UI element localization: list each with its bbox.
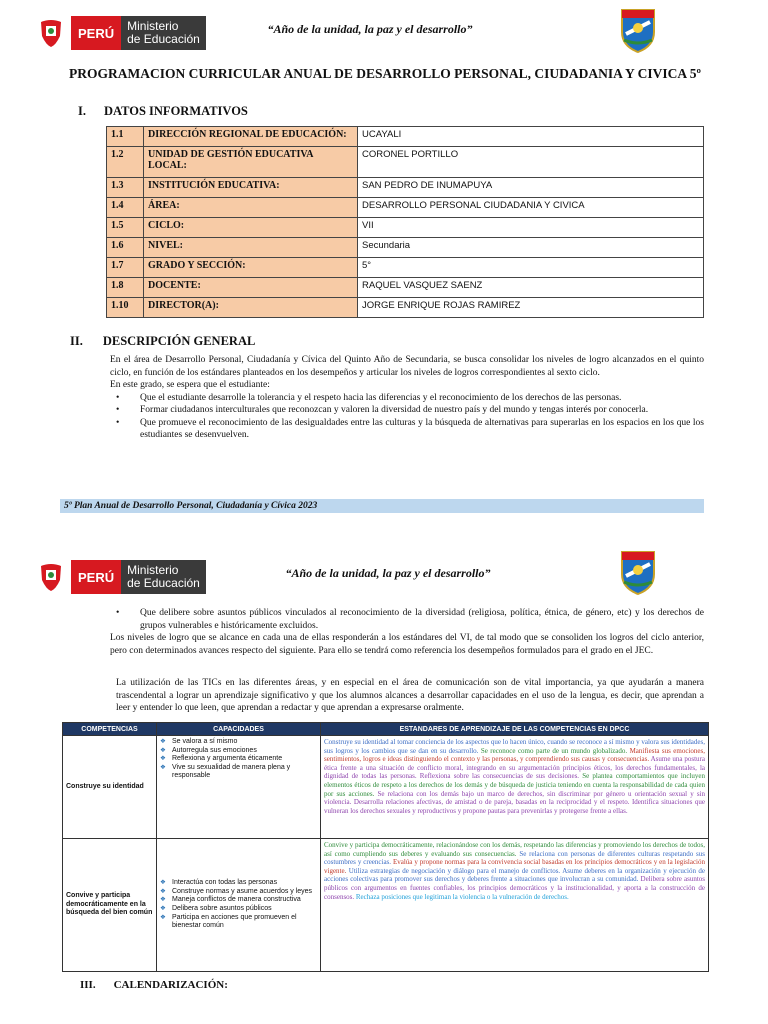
info-row (107, 178, 704, 198)
capacities-cell (157, 736, 321, 839)
column-header: ESTANDARES DE APRENDIZAJE DE LAS COMPETENCIAS EN DPCC (321, 723, 709, 736)
diamond-bullet-icon: ❖ (160, 905, 166, 912)
info-row (107, 147, 704, 178)
info-number: 1.7 (107, 258, 144, 278)
diamond-bullet-icon: ❖ (160, 755, 166, 763)
standard-segment: Se relaciona con personas de diferentes culturas respetando sus costumbres y creencias. (324, 849, 705, 867)
info-label: INSTITUCIÓN EDUCATIVA: (144, 178, 358, 198)
ministry-label: Ministerio de Educación (121, 560, 206, 594)
info-value: RAQUEL VASQUEZ SAENZ (358, 278, 704, 298)
list-item: • Formar ciudadanos interculturales que reconozcan y valoren la diversidad de nuestro país y del mundo y tengas interés por conocerla. (116, 405, 649, 415)
competency-name: Convive y participa democráticamente en la búsqueda del bien común (63, 839, 157, 972)
column-header: COMPETENCIAS (63, 723, 157, 736)
competency-row (63, 839, 709, 972)
info-row (107, 298, 704, 318)
standard-segment: Se relaciona con los demás bajo un marco de derechos, sin discriminar por género u orientación sexual y sin violencia. Desarrolla relaciones afectivas, de amistad o de pareja, basadas en la reciprocidad y el respeto. Identifica situaciones que vulneran los derechos sexuales y reproductivos y propone pautas para prevenirlas y protegerse frente a ellas. (324, 789, 705, 815)
capacity-item: ❖ Delibera sobre asuntos públicos (160, 905, 272, 912)
list-item: • Que el estudiante desarrolle la tolerancia y el respeto hacia las diferencias y el reconocimiento de los derechos de las personas. (116, 392, 622, 403)
year-motto: “Año de la unidad, la paz y el desarrollo” (267, 22, 473, 36)
school-crest-icon (618, 6, 658, 59)
intro-paragraph: En el área de Desarrollo Personal, Ciudadanía y Cívica del Quinto Año de Secundaria, se busca consolidar los niveles de logro alcanzados en el quinto ciclo, en función de los estándares planteados en los desempeños y articular los niveles de logros correspondientes al sexto ciclo. (110, 355, 704, 378)
plan-banner: 5º Plan Anual de Desarrollo Personal, Ciudadanía y Cívica 2023 (60, 499, 704, 513)
diamond-bullet-icon: ❖ (160, 738, 166, 745)
info-label: DIRECTOR(A): (144, 298, 358, 318)
capacity-item: ❖ Interactúa con todas las personas (160, 879, 278, 887)
diamond-bullet-icon: ❖ (160, 896, 166, 904)
info-label: UNIDAD DE GESTIÓN EDUCATIVA LOCAL: (144, 147, 358, 178)
document-title: PROGRAMACION CURRICULAR ANUAL DE DESARROLLO PERSONAL, CIUDADANIA Y CIVICA 5º (68, 66, 701, 81)
info-label: DIRECCIÓN REGIONAL DE EDUCACIÓN: (144, 127, 358, 147)
coat-of-arms-icon (37, 560, 65, 594)
diamond-bullet-icon: ❖ (160, 887, 166, 895)
info-value: JORGE ENRIQUE ROJAS RAMIREZ (358, 298, 704, 318)
info-number: 1.3 (107, 178, 144, 198)
standard-segment: Utiliza estrategias de negociación y diálogo para el manejo de conflictos. Asume deberes en la organización y ejecución de acciones colectivas para promover sus derechos y deberes frente a situaciones que involucran a su comunidad. (324, 866, 705, 884)
standard-segment: Evalúa y propone normas para la convivencia social basadas en los principios democráticos y en la legislación vigente. (324, 858, 705, 875)
list-item: • Que promueve el reconocimiento de las desigualdades entre las culturas y la búsqueda de alternativas para superarlas en los espacios en los que los estudiantes se desenvuelven. (116, 417, 704, 440)
competencies-table (62, 722, 709, 972)
capacity-item: ❖ Reflexiona y argumenta éticamente (160, 755, 283, 763)
info-row (107, 127, 704, 147)
lead-line: En este grado, se espera que el estudiante: (110, 380, 270, 390)
info-label: CICLO: (144, 218, 358, 238)
competency-name: Construye su identidad (63, 736, 157, 839)
diamond-bullet-icon: ❖ (160, 913, 166, 921)
info-row (107, 278, 704, 298)
standard-cell (321, 839, 709, 972)
info-row (107, 238, 704, 258)
info-number: 1.6 (107, 238, 144, 258)
standard-segment: Construye su identidad al tomar conciencia de los aspectos que lo hacen único, cuando se reconoce a sí mismo y valora sus identidades, sus logros y los cambios que se dan en su desarrollo. (324, 738, 705, 755)
ministry-label: Ministerio de Educación (121, 16, 206, 50)
info-value: DESARROLLO PERSONAL CIUDADANIA Y CIVICA (358, 198, 704, 218)
info-label: GRADO Y SECCIÓN: (144, 258, 358, 278)
tics-paragraph: La utilización de las TICs en las diferentes áreas, y en especial en el área de comunicación son de vital importancia, ya que ayudarán a manera trascendental a lograr un aprendizaje significativo y que los alumnos alcances a desarrollar capacidades en el uso de la lengua, es decir, que aprendan a leer y entender lo que leen, que aprendan a redactar y que aprendan a expresarse oralmente. (116, 678, 704, 713)
list-item: • Que delibere sobre asuntos públicos vinculados al reconocimiento de la diversidad (religiosa, política, étnica, de género, etc) y los derechos de grupos vulnerables e históricamente excluidos. (116, 608, 704, 631)
info-number: 1.4 (107, 198, 144, 218)
capacity-item: ❖ Autorregula sus emociones (160, 746, 257, 754)
section-1-heading: I. DATOS INFORMATIVOS (78, 104, 248, 118)
info-value: 5° (358, 258, 704, 278)
diamond-bullet-icon: ❖ (160, 879, 166, 887)
standard-segment: Delibera sobre asuntos públicos con argumentos en fuentes confiables, los principios democráticos y la institucionalidad, y aporta a la construcción de consensos. (324, 875, 705, 901)
standard-segment: Se reconoce como parte de un mundo globalizado. (480, 746, 630, 755)
info-number: 1.2 (107, 147, 144, 178)
info-value: VII (358, 218, 704, 238)
minedu-logo-2 (37, 560, 206, 594)
standard-segment: Convive y participa democráticamente, relacionándose con los demás, respetando las diferencias y promoviendo los derechos de todos, así como cumpliendo sus deberes y evaluando sus consecuencias. (324, 841, 705, 858)
standard-segment: Asume una postura ética frente a una situación de conflicto moral, integrando en su argumentación principios éticos, los derechos fundamentales, la dignidad de todas las personas. Reflexiona sobre las consecuencias de sus decisiones. (324, 755, 705, 781)
info-value: CORONEL PORTILLO (358, 147, 704, 178)
objectives-list (110, 392, 704, 442)
info-number: 1.10 (107, 298, 144, 318)
diamond-bullet-icon: ❖ (160, 763, 166, 771)
standard-cell (321, 736, 709, 839)
info-row (107, 218, 704, 238)
info-value: UCAYALI (358, 127, 704, 147)
capacity-item: ❖ Participa en acciones que promueven el bienestar común (160, 913, 297, 930)
competency-row (63, 736, 709, 839)
info-number: 1.1 (107, 127, 144, 147)
school-crest-icon (618, 548, 658, 601)
peru-label: PERÚ (71, 16, 121, 50)
capacity-item: ❖ Vive su sexualidad de manera plena y responsable (160, 763, 291, 780)
diamond-bullet-icon: ❖ (160, 746, 166, 754)
levels-paragraph: Los niveles de logro que se alcance en cada una de ellas responderán a los estándares del VI, de tal modo que se consoliden los logros del ciclo anterior, pero con determinados avances respecto del siguiente. Para ello se tendrá como referencia los desempeños formulados para el grado en el JEC. (110, 633, 704, 656)
capacity-item: ❖ Construye normas y asume acuerdos y leyes (160, 887, 313, 895)
minedu-logo (37, 16, 206, 50)
info-row (107, 258, 704, 278)
coat-of-arms-icon (37, 16, 65, 50)
capacity-item: ❖ Se valora a sí mismo (160, 738, 238, 745)
info-value: Secundaria (358, 238, 704, 258)
standard-segment: Rechaza posiciones que legitiman la violencia o la vulneración de derechos. (355, 892, 569, 901)
section-3-heading: III. CALENDARIZACIÓN: (80, 979, 228, 991)
info-table (106, 126, 704, 318)
section-2-heading: II. DESCRIPCIÓN GENERAL (70, 334, 256, 348)
info-row (107, 198, 704, 218)
page2-text (110, 607, 704, 657)
column-header: CAPACIDADES (157, 723, 321, 736)
peru-label: PERÚ (71, 560, 121, 594)
standard-segment: Se plantea comportamientos que incluyen elementos éticos de respeto a los derechos de los demás y de búsqueda de justicia teniendo en cuenta la responsabilidad de cada quien por sus acciones. (324, 772, 706, 798)
year-motto-2: “Año de la unidad, la paz y el desarrollo” (285, 566, 491, 580)
capacity-item: ❖ Maneja conflictos de manera constructiva (160, 896, 301, 904)
info-label: DOCENTE: (144, 278, 358, 298)
info-number: 1.5 (107, 218, 144, 238)
standard-segment: Manifiesta sus emociones, sentimientos, logros e ideas distinguiendo el contexto y las personas, y comprendiendo sus causas y consecuencias. (324, 746, 705, 764)
general-description (110, 354, 704, 442)
info-number: 1.8 (107, 278, 144, 298)
info-label: NIVEL: (144, 238, 358, 258)
capacities-cell (157, 839, 321, 972)
info-value: SAN PEDRO DE INUMAPUYA (358, 178, 704, 198)
info-label: ÁREA: (144, 198, 358, 218)
